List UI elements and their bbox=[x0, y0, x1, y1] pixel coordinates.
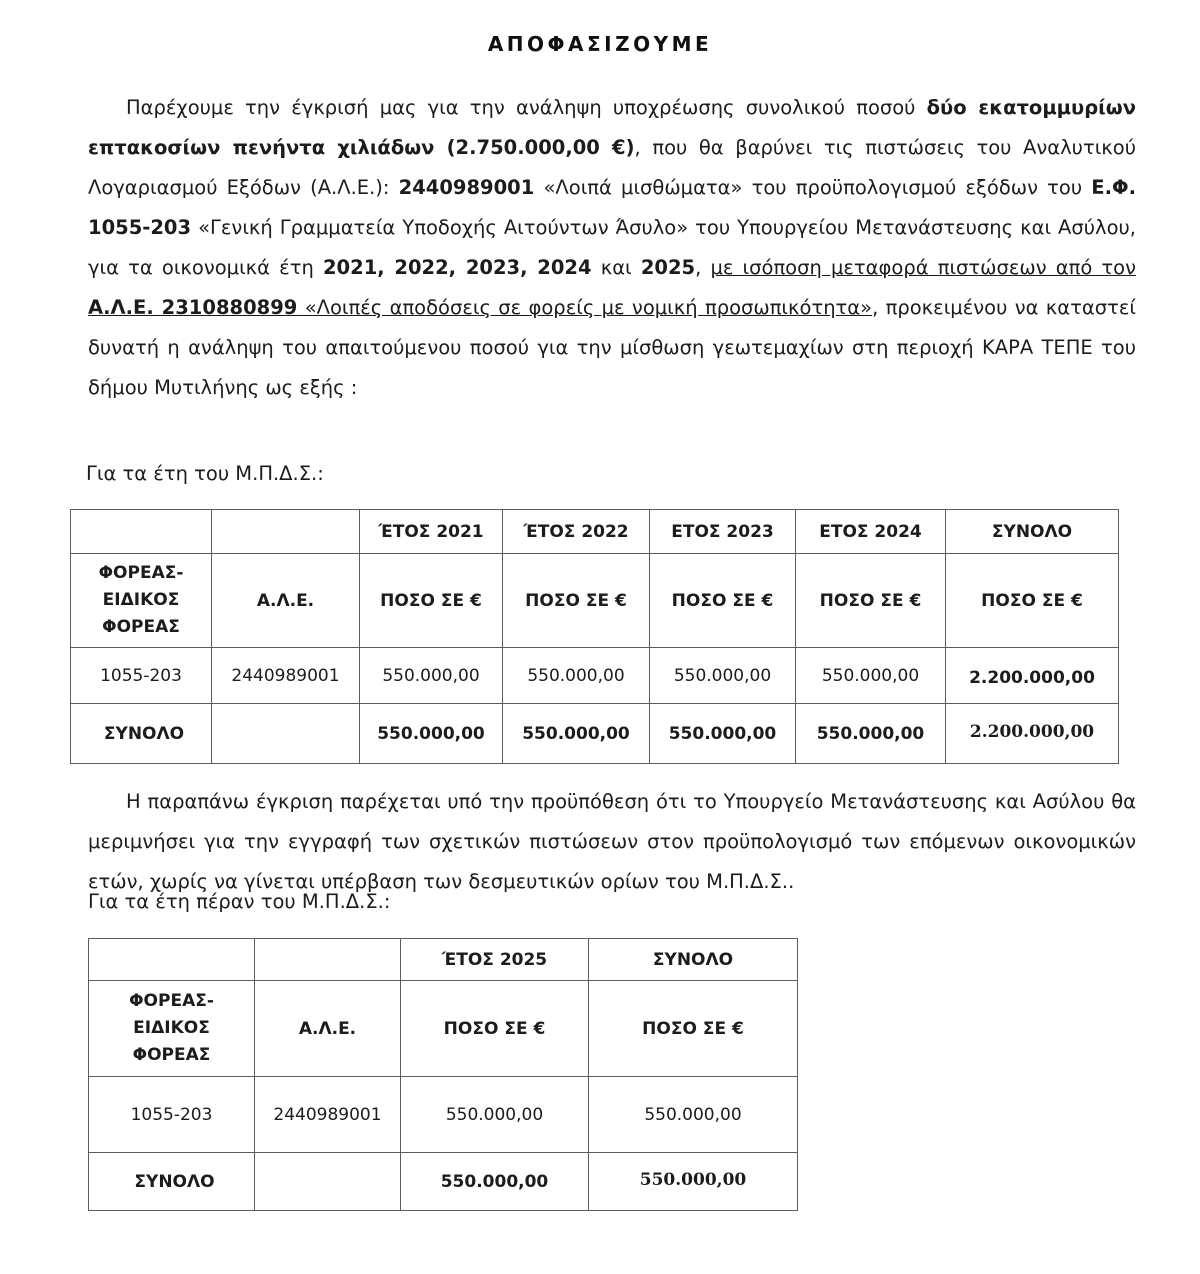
header-blank-1 bbox=[89, 939, 255, 981]
header-forea-line1: ΦΟΡΕΑΣ- bbox=[98, 563, 184, 583]
page-title: ΑΠΟΦΑΣΙΖΟΥΜΕ bbox=[487, 32, 713, 56]
header-ale: Α.Λ.Ε. bbox=[212, 554, 360, 648]
header-year-2022: ΈΤΟΣ 2022 bbox=[503, 510, 650, 554]
paragraph-condition bbox=[88, 782, 1136, 902]
approval-text-6: , bbox=[695, 256, 711, 279]
cell-total-2022: 550.000,00 bbox=[503, 704, 650, 764]
header-total: ΣΥΝΟΛΟ bbox=[589, 939, 798, 981]
approval-text-4: «Γενική Γραμματεία Υποδοχής Αιτούντων Άσυλο» του Υπουργείου Μετανάστευσης και Ασύλου, για τα οικονομικά έτη bbox=[88, 216, 1136, 279]
paragraph-approval bbox=[88, 88, 1136, 408]
header-amount-eur-2022: ΠΟΣΟ ΣΕ € bbox=[503, 554, 650, 648]
table-row-total bbox=[71, 704, 1119, 764]
cell-total-label: ΣΥΝΟΛΟ bbox=[71, 704, 212, 764]
cell-grand-total: 550.000,00 bbox=[589, 1153, 798, 1211]
cell-forea: 1055-203 bbox=[89, 1077, 255, 1153]
approval-text-5: και bbox=[591, 256, 641, 279]
approval-text-2: , που θα βαρύνει τις πιστώσεις του Αναλυτικού Λογαριασμού Εξόδων (Α.Λ.Ε.): bbox=[88, 136, 1136, 199]
cell-forea: 1055-203 bbox=[71, 648, 212, 704]
cell-amount-2023: 550.000,00 bbox=[650, 648, 796, 704]
header-forea-line3: ΦΟΡΕΑΣ bbox=[132, 1045, 211, 1065]
cell-total-ale-blank bbox=[212, 704, 360, 764]
cell-amount-2025: 550.000,00 bbox=[401, 1077, 589, 1153]
label-beyond-mpds-years: Για τα έτη πέραν του Μ.Π.Δ.Σ.: bbox=[88, 890, 391, 913]
header-forea-line2: ΕΙΔΙΚΟΣ bbox=[133, 1018, 210, 1038]
table-row-header-sub bbox=[89, 981, 798, 1077]
header-blank-2 bbox=[255, 939, 401, 981]
cell-total-2025: 550.000,00 bbox=[401, 1153, 589, 1211]
header-year-2023: ΕΤΟΣ 2023 bbox=[650, 510, 796, 554]
header-year-2025: ΈΤΟΣ 2025 bbox=[401, 939, 589, 981]
cell-amount-2024: 550.000,00 bbox=[796, 648, 946, 704]
cell-total-ale-blank bbox=[255, 1153, 401, 1211]
header-year-2024: ΕΤΟΣ 2024 bbox=[796, 510, 946, 554]
cell-ale: 2440989001 bbox=[255, 1077, 401, 1153]
ef-code: Ε.Φ. 1055-203 bbox=[88, 176, 1137, 239]
fiscal-years-list: 2021, 2022, 2023, 2024 bbox=[322, 256, 592, 279]
cell-amount-total: 550.000,00 bbox=[589, 1077, 798, 1153]
cell-amount-2022: 550.000,00 bbox=[503, 648, 650, 704]
header-amount-eur-total: ΠΟΣΟ ΣΕ € bbox=[589, 981, 798, 1077]
cell-total-2024: 550.000,00 bbox=[796, 704, 946, 764]
approval-text-1: Παρέχουμε την έγκρισή μας για την ανάληψη υποχρέωσης συνολικού ποσού bbox=[126, 96, 927, 119]
header-ale: Α.Λ.Ε. bbox=[255, 981, 401, 1077]
header-forea-eidikos-foreas bbox=[89, 981, 255, 1077]
condition-text: Η παραπάνω έγκριση παρέχεται υπό την προϋπόθεση ότι το Υπουργείο Μετανάστευσης και Ασύλου θα μεριμνήσει για την εγγραφή των σχετικών πιστώσεων στον προϋπολογισμό των επόμενων οικονομικών ετών, χωρίς να γίνεται υπέρβαση των δεσμευτικών ορίων του Μ.Π.Δ.Σ.. bbox=[88, 790, 1136, 893]
cell-ale: 2440989001 bbox=[212, 648, 360, 704]
header-amount-eur-2025: ΠΟΣΟ ΣΕ € bbox=[401, 981, 589, 1077]
transfer-ale-code: Α.Λ.Ε. 2310880899 bbox=[88, 296, 298, 319]
header-total: ΣΥΝΟΛΟ bbox=[946, 510, 1119, 554]
header-amount-eur-2023: ΠΟΣΟ ΣΕ € bbox=[650, 554, 796, 648]
cell-total-label: ΣΥΝΟΛΟ bbox=[89, 1153, 255, 1211]
table-beyond-mpds-years bbox=[88, 938, 798, 1211]
header-blank-2 bbox=[212, 510, 360, 554]
header-blank-1 bbox=[71, 510, 212, 554]
approval-text-3: «Λοιπά μισθώματα» του προϋπολογισμού εξόδων του bbox=[534, 176, 1092, 199]
cell-total-2023: 550.000,00 bbox=[650, 704, 796, 764]
ale-expense-code: 2440989001 bbox=[398, 176, 535, 199]
fiscal-year-last: 2025 bbox=[640, 256, 696, 279]
table-row-total bbox=[89, 1153, 798, 1211]
header-forea-eidikos-foreas bbox=[71, 554, 212, 648]
table-row bbox=[71, 648, 1119, 704]
header-amount-eur-2021: ΠΟΣΟ ΣΕ € bbox=[360, 554, 503, 648]
table-row-header-top bbox=[71, 510, 1119, 554]
cell-amount-total: 2.200.000,00 bbox=[946, 648, 1119, 704]
header-year-2021: ΈΤΟΣ 2021 bbox=[360, 510, 503, 554]
table-row-header-top bbox=[89, 939, 798, 981]
table-row-header-sub bbox=[71, 554, 1119, 648]
cell-amount-2021: 550.000,00 bbox=[360, 648, 503, 704]
header-forea-line3: ΦΟΡΕΑΣ bbox=[102, 617, 180, 637]
header-amount-eur-2024: ΠΟΣΟ ΣΕ € bbox=[796, 554, 946, 648]
approval-text-7: , προκειμένου να καταστεί δυνατή η ανάληψη του απαιτούμενου ποσού για την μίσθωση γεωτεμαχίων στη περιοχή ΚΑΡΑ ΤΕΠΕ του δήμου Μυτιλήνης ως εξής : bbox=[88, 296, 1136, 399]
table-row bbox=[89, 1077, 798, 1153]
transfer-clause-part-1: με ισόποση μεταφορά πιστώσεων από τον bbox=[710, 256, 1136, 279]
cell-total-2021: 550.000,00 bbox=[360, 704, 503, 764]
approval-amount-words: δύο εκατομμυρίων επτακοσίων πενήντα χιλιάδων (2.750.000,00 €) bbox=[88, 96, 1136, 159]
label-mpds-years: Για τα έτη του Μ.Π.Δ.Σ.: bbox=[86, 462, 324, 485]
cell-grand-total: 2.200.000,00 bbox=[946, 704, 1119, 764]
header-forea-line1: ΦΟΡΕΑΣ- bbox=[129, 991, 214, 1011]
header-amount-eur-total: ΠΟΣΟ ΣΕ € bbox=[946, 554, 1119, 648]
table-mpds-years bbox=[70, 509, 1119, 764]
header-forea-line2: ΕΙΔΙΚΟΣ bbox=[102, 590, 180, 610]
transfer-clause-part-2: «Λοιπές αποδόσεις σε φορείς με νομική προσωπικότητα» bbox=[297, 296, 873, 319]
